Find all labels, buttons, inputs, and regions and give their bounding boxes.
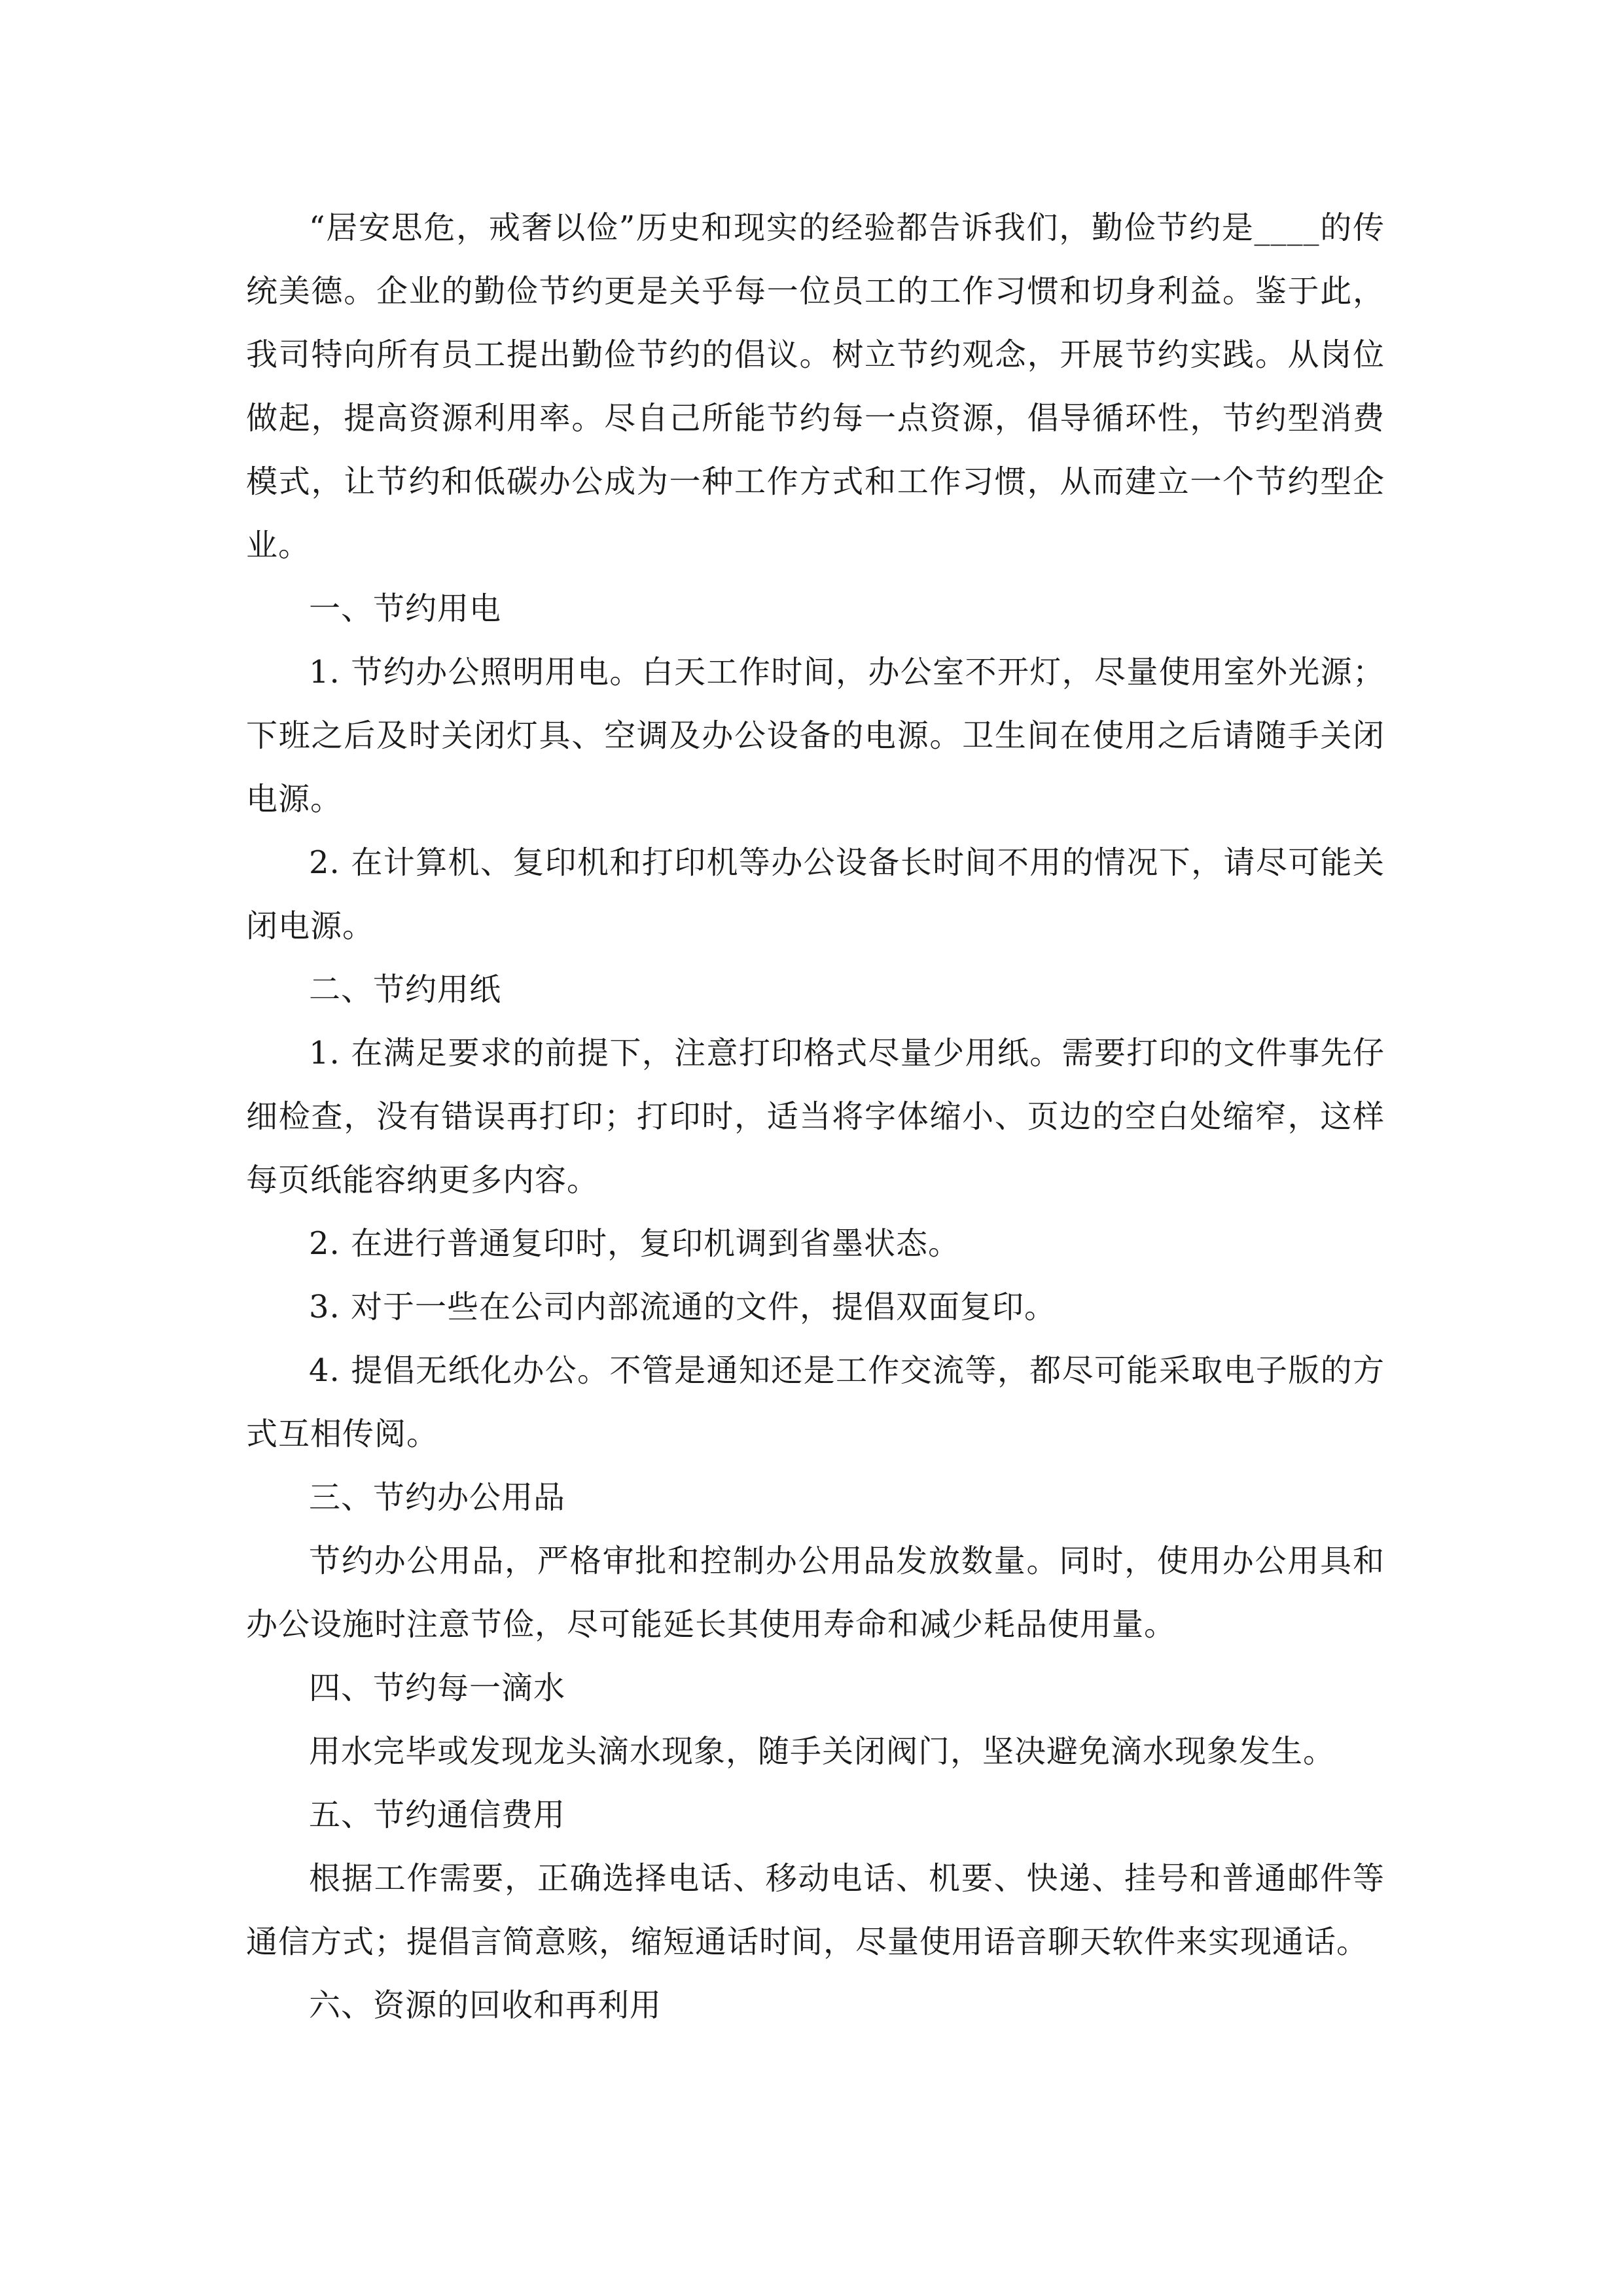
paragraph: 3. 对于一些在公司内部流通的文件，提倡双面复印。 xyxy=(309,1289,1057,1325)
intro-paragraph: “居安思危，戒奢以俭”历史和现实的经验都告诉我们，勤俭节约是____的传统美德。企业的勤俭节约更是关乎每一位员工的工作习惯和切身利益。鉴于此，我司特向所有员工提出勤俭节约的倡议。树立节约观念，开展节约实践。从岗位做起，提高资源利用率。尽自己所能节约每一点资源，倡导循环性，节约型消费模式，让节约和低碳办公成为一种工作方式和工作习惯，从而建立一个节约型企业。 xyxy=(246,209,1385,564)
section-heading-paper: 二、节约用纸 xyxy=(309,971,502,1008)
section-heading-recycling: 六、资源的回收和再利用 xyxy=(309,1987,662,2024)
section-heading-office-supplies: 三、节约办公用品 xyxy=(309,1479,566,1516)
paragraph: 4. 提倡无纸化办公。不管是通知还是工作交流等，都尽可能采取电子版的方式互相传阅。 xyxy=(246,1352,1385,1452)
paragraph: 节约办公用品，严格审批和控制办公用品发放数量。同时，使用办公用具和办公设施时注意节俭，尽可能延长其使用寿命和减少耗品使用量。 xyxy=(246,1543,1385,1643)
paragraph: 2. 在计算机、复印机和打印机等办公设备长时间不用的情况下，请尽可能关闭电源。 xyxy=(246,844,1385,944)
paragraph: 1. 在满足要求的前提下，注意打印格式尽量少用纸。需要打印的文件事先仔细检查，没有错误再打印；打印时，适当将字体缩小、页边的空白处缩窄，这样每页纸能容纳更多内容。 xyxy=(246,1035,1385,1198)
section-heading-electricity: 一、节约用电 xyxy=(309,590,502,627)
paragraph: 1. 节约办公照明用电。白天工作时间，办公室不开灯，尽量使用室外光源；下班之后及时关闭灯具、空调及办公设备的电源。卫生间在使用之后请随手关闭电源。 xyxy=(246,654,1385,817)
paragraph: 根据工作需要，正确选择电话、移动电话、机要、快递、挂号和普通邮件等通信方式；提倡言简意赅，缩短通话时间，尽量使用语音聊天软件来实现通话。 xyxy=(246,1860,1385,1960)
section-heading-communication: 五、节约通信费用 xyxy=(309,1797,566,1833)
document-body xyxy=(246,196,1385,2037)
section-heading-water: 四、节约每一滴水 xyxy=(309,1670,566,1706)
paragraph: 2. 在进行普通复印时，复印机调到省墨状态。 xyxy=(309,1225,961,1262)
paragraph: 用水完毕或发现龙头滴水现象，随手关闭阀门，坚决避免滴水现象发生。 xyxy=(309,1733,1336,1770)
